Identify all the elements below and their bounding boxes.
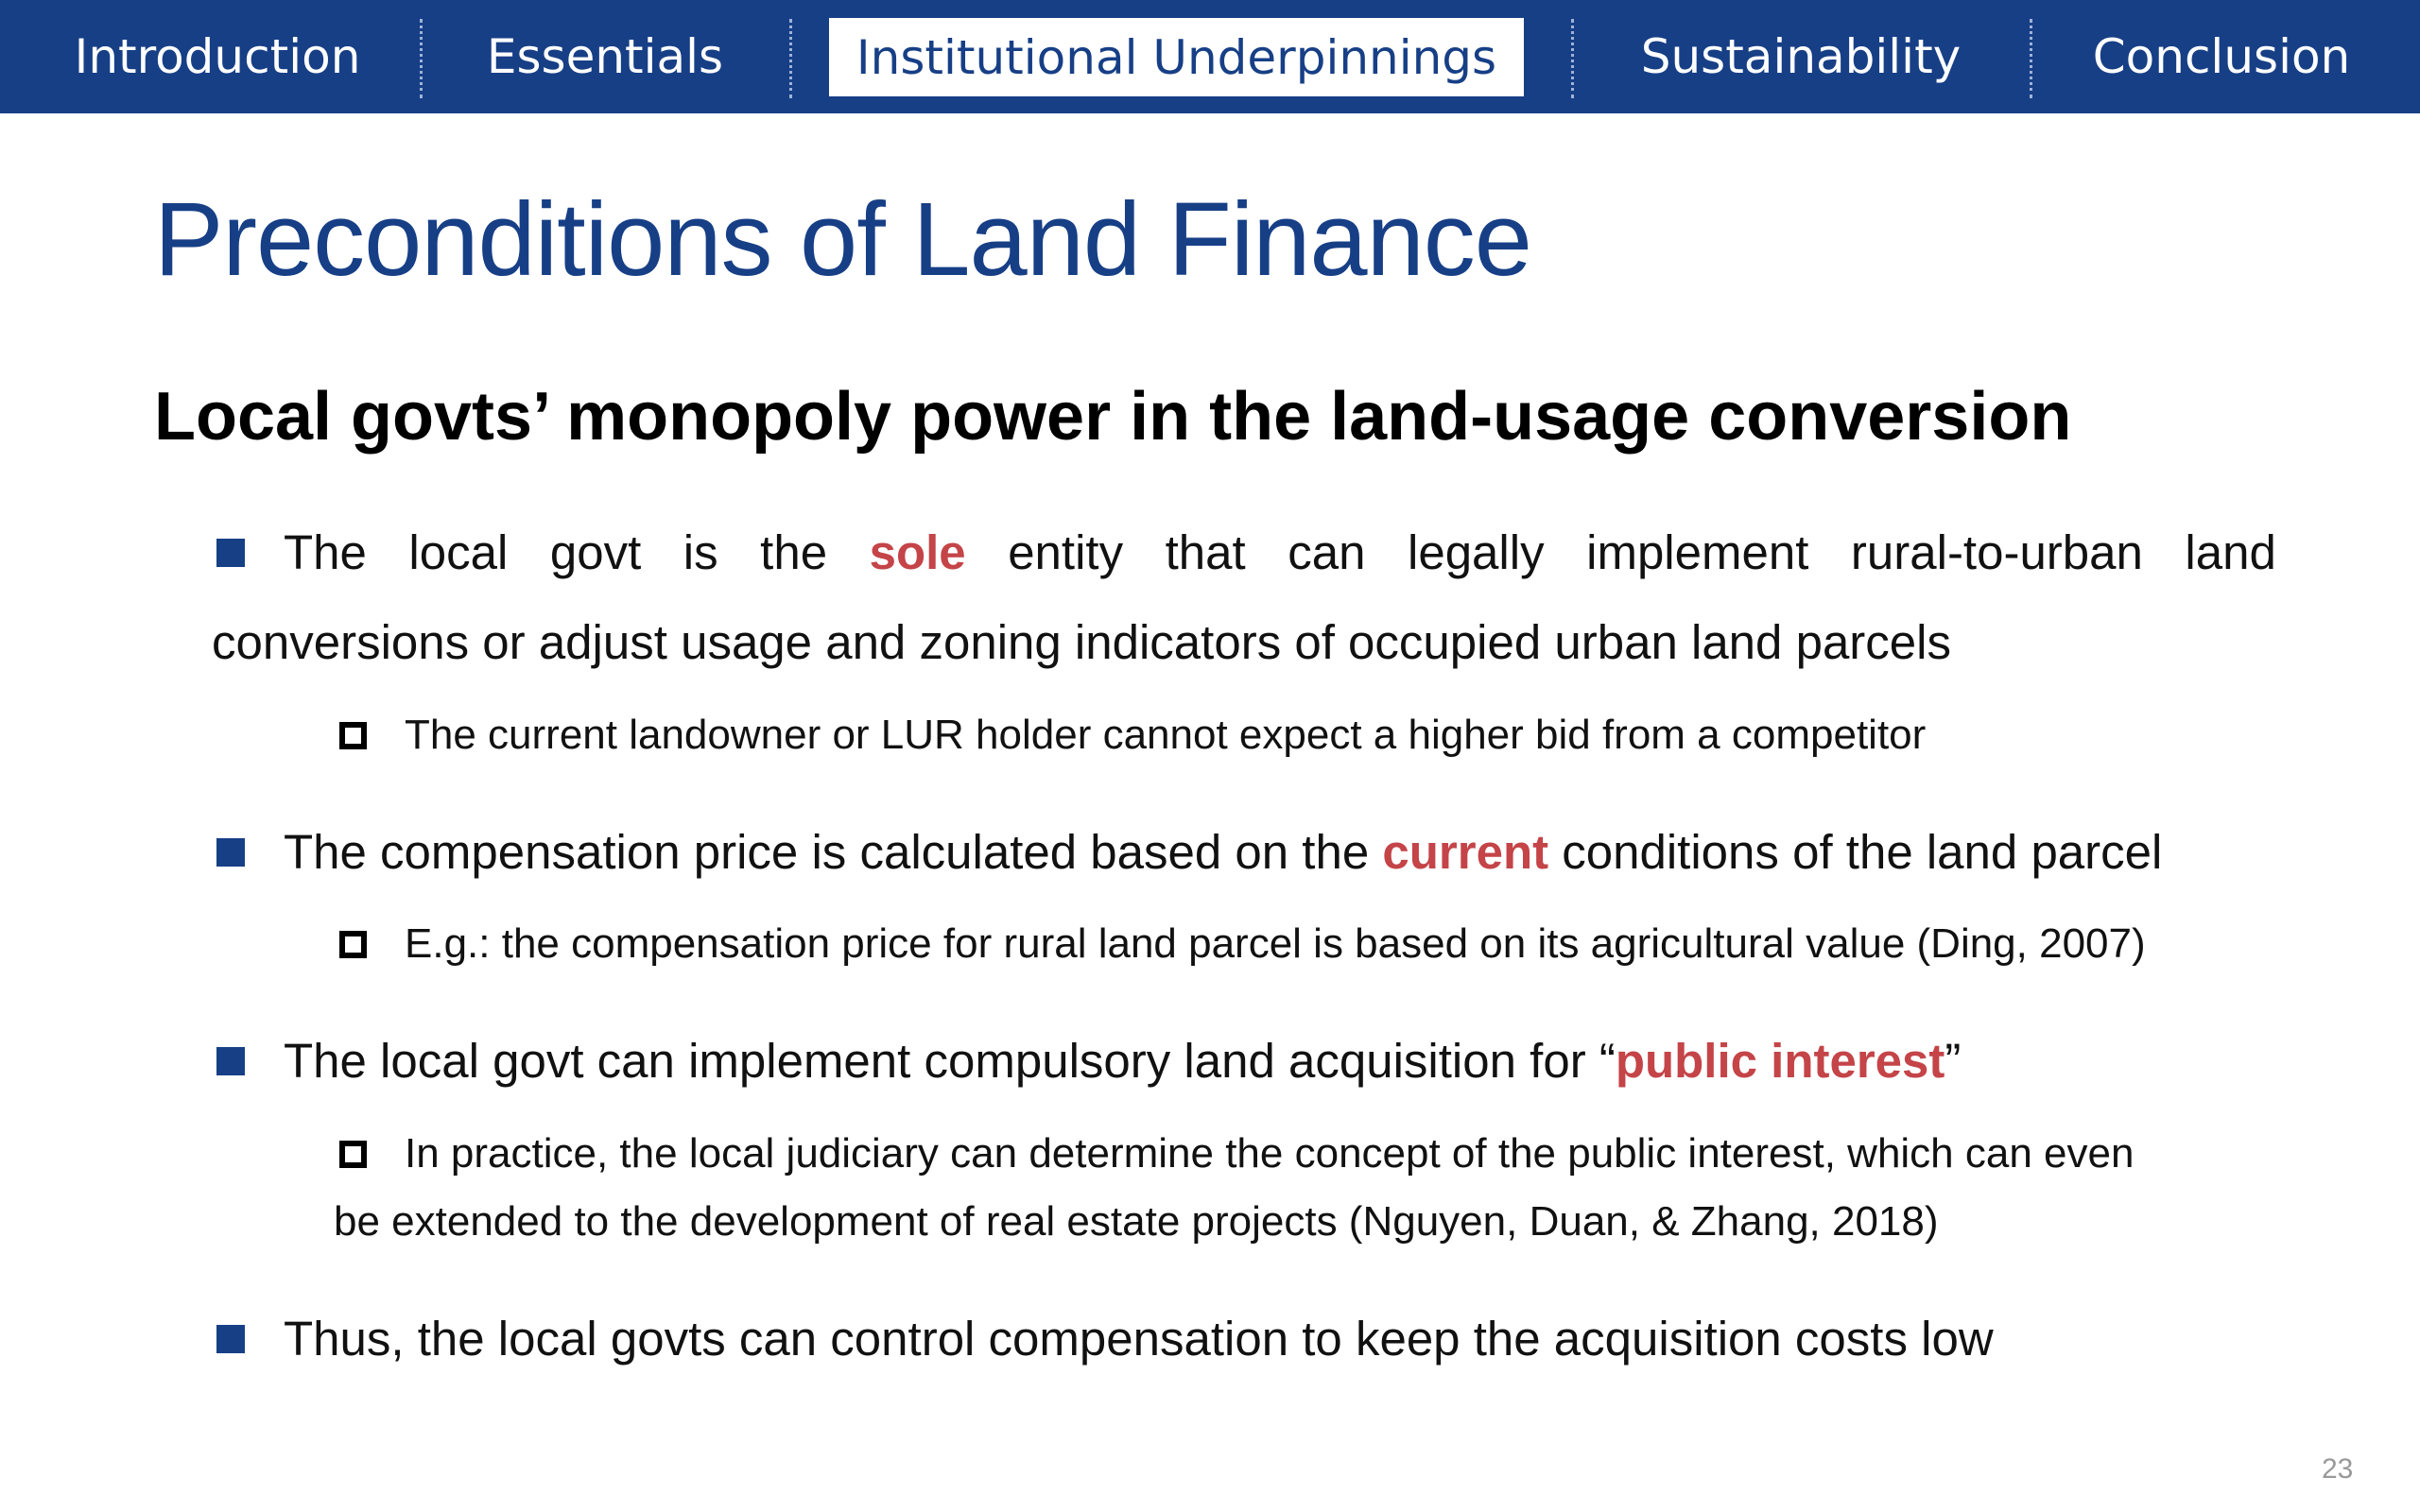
tab-introduction[interactable]: Introduction xyxy=(74,29,361,84)
sub-bullet-square-icon xyxy=(339,722,367,749)
bullet-square-icon xyxy=(216,838,245,867)
bullet-1-line-2: conversions or adjust usage and zoning indicators of occupied urban land parcels xyxy=(212,615,1951,669)
tab-institutional-underpinnings[interactable]: Institutional Underpinnings xyxy=(829,18,1524,96)
tab-conclusion[interactable]: Conclusion xyxy=(2092,29,2351,84)
tab-essentials[interactable]: Essentials xyxy=(486,29,724,84)
tab-separator xyxy=(420,19,423,98)
highlight-public-interest: public interest xyxy=(1615,1034,1945,1088)
tab-separator xyxy=(789,19,792,98)
sub-bullet-square-icon xyxy=(339,931,367,958)
bullet-square-icon xyxy=(216,1047,245,1075)
bullet-2: The compensation price is calculated based on the current conditions of the land parcel xyxy=(284,825,2163,879)
bullet-3: The local govt can implement compulsory land acquisition for “public interest” xyxy=(284,1034,1962,1088)
bullet-1-line-1: The local govt is the sole entity that can legally implement rural-to-urban land xyxy=(284,525,2276,579)
highlight-sole: sole xyxy=(869,525,966,579)
page-number: 23 xyxy=(2322,1453,2354,1485)
sub-bullet-1: The current landowner or LUR holder cannot expect a higher bid from a competitor xyxy=(405,712,1927,758)
sub-bullet-2: E.g.: the compensation price for rural land parcel is based on its agricultural value (Ding, 2007) xyxy=(405,920,2146,967)
bullet-square-icon xyxy=(216,539,245,567)
section-nav-bar xyxy=(0,0,2420,113)
tab-sustainability[interactable]: Sustainability xyxy=(1640,29,1962,84)
sub-bullet-square-icon xyxy=(339,1141,367,1168)
bullet-square-icon xyxy=(216,1325,245,1353)
highlight-current: current xyxy=(1382,825,1549,879)
sub-bullet-3-line-1: In practice, the local judiciary can determine the concept of the public interest, which can even xyxy=(405,1130,2135,1177)
tab-separator xyxy=(2030,19,2032,98)
sub-bullet-3-line-2: be extended to the development of real estate projects (Nguyen, Duan, & Zhang, 2018) xyxy=(334,1198,1939,1245)
bullet-4: Thus, the local govts can control compensation to keep the acquisition costs low xyxy=(284,1312,1994,1366)
tab-separator xyxy=(1571,19,1574,98)
page-title: Preconditions of Land Finance xyxy=(154,181,1531,298)
section-subtitle: Local govts’ monopoly power in the land-usage conversion xyxy=(154,379,2072,455)
